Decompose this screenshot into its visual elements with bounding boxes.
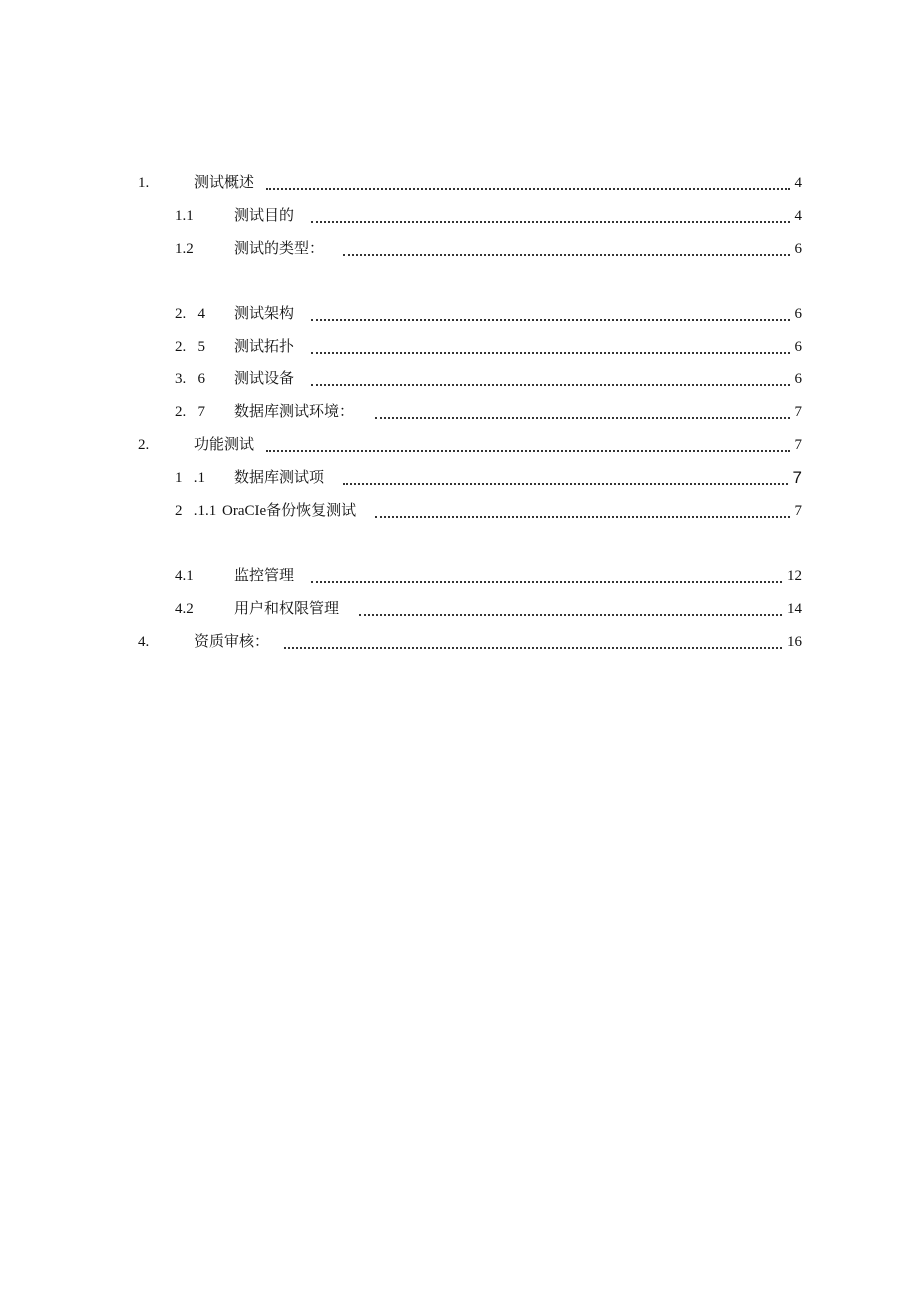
toc-entry-page: 14	[784, 597, 802, 621]
toc-entry-page: 7	[790, 466, 802, 490]
toc-dot-leader	[266, 448, 790, 452]
toc-entry-title: 监控管理	[234, 564, 298, 588]
toc-dot-leader	[311, 579, 782, 583]
toc-dot-leader	[375, 514, 790, 518]
toc-dot-leader	[266, 186, 790, 190]
toc-dot-leader	[311, 350, 790, 354]
toc-entry-title: 资质审核：	[194, 630, 273, 654]
toc-entry-number: 2.	[138, 437, 150, 453]
toc-entry-number: 4.	[138, 634, 150, 650]
toc-entry-page: 6	[792, 367, 803, 391]
toc-entry-number: 3. 6	[175, 371, 205, 387]
toc-entry[interactable]	[175, 564, 802, 588]
toc-entry[interactable]	[175, 335, 802, 359]
toc-entry-title: 用户和权限管理	[234, 597, 343, 621]
toc-entry-page: 7	[792, 433, 803, 457]
toc-entry-number: 1.2	[175, 241, 194, 257]
toc-entry-number: 2. 5	[175, 339, 205, 355]
toc-entry-title: 测试目的	[234, 204, 298, 228]
toc-entry-number: 2 .1.1	[175, 503, 217, 519]
toc-entry-number: 1 .1	[175, 470, 205, 486]
toc-dot-leader	[359, 612, 782, 616]
toc-entry[interactable]	[175, 204, 802, 228]
toc-entry[interactable]	[175, 400, 802, 424]
toc-entry-page: 7	[792, 400, 803, 424]
toc-entry-page: 6	[792, 335, 803, 359]
toc-entry[interactable]	[138, 171, 802, 195]
toc-entry-title: 测试设备	[234, 367, 298, 391]
toc-entry[interactable]	[138, 433, 802, 457]
toc-entry-page: 4	[792, 171, 803, 195]
toc-entry-title: 测试拓扑	[234, 335, 298, 359]
toc-entry-title: 测试的类型：	[234, 237, 328, 261]
toc-entry[interactable]	[175, 499, 802, 523]
toc-entry-number: 1.1	[175, 208, 194, 224]
toc-entry-title: 测试架构	[234, 302, 298, 326]
toc-entry-title: OraCIe备份恢复测试	[222, 499, 358, 523]
toc-dot-leader	[311, 317, 790, 321]
toc-dot-leader	[311, 219, 790, 223]
toc-entry[interactable]	[138, 630, 802, 654]
toc-dot-leader	[284, 645, 782, 649]
toc-entry-page: 12	[784, 564, 802, 588]
toc-entry[interactable]	[175, 302, 802, 326]
toc-entry-title: 测试概述	[194, 171, 258, 195]
toc-entry-page: 16	[784, 630, 802, 654]
toc-entry-title: 数据库测试项	[234, 466, 328, 490]
toc-entry-page: 4	[792, 204, 803, 228]
toc-entry[interactable]	[175, 367, 802, 391]
toc-entry-number: 4.2	[175, 601, 194, 617]
toc-entry[interactable]	[175, 597, 802, 621]
toc-entry[interactable]	[175, 466, 802, 490]
toc-entry-page: 6	[792, 302, 803, 326]
toc-dot-leader	[311, 382, 790, 386]
toc-dot-leader	[343, 481, 788, 485]
toc-entry-number: 2. 7	[175, 404, 205, 420]
toc-entry-page: 7	[792, 499, 803, 523]
toc-entry-title: 功能测试	[194, 433, 258, 457]
toc-entry-number: 4.1	[175, 568, 194, 584]
toc-dot-leader	[375, 415, 790, 419]
toc-entry-title: 数据库测试环境：	[234, 400, 358, 424]
toc-entry-number: 2. 4	[175, 306, 205, 322]
toc-dot-leader	[343, 252, 790, 256]
toc-entry-page: 6	[792, 237, 803, 261]
toc-entry-number: 1.	[138, 175, 150, 191]
toc-entry[interactable]	[175, 237, 802, 261]
